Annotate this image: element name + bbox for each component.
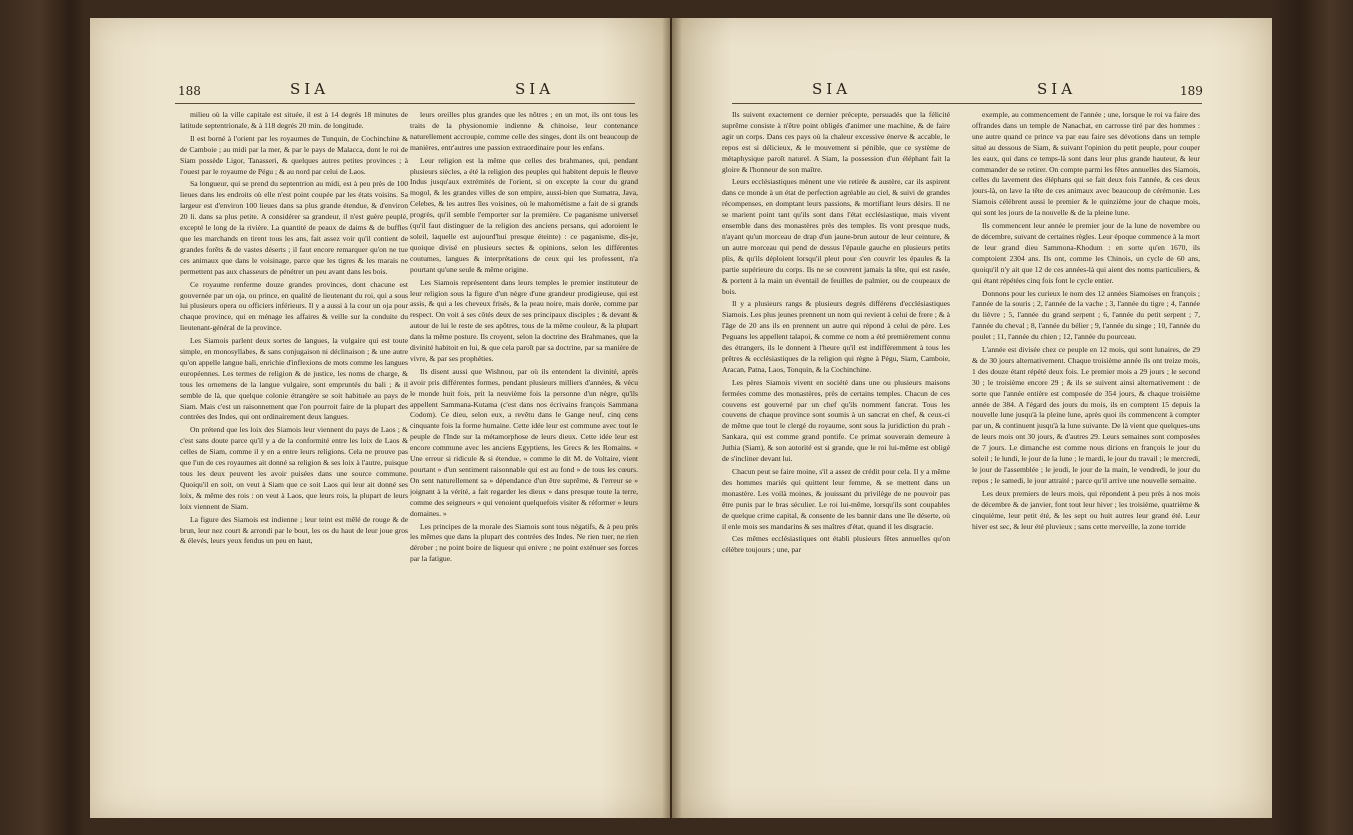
paragraph: Ce royaume renferme douze grandes provinces, dont chacune est gouvernée par un oja, ou prince, en qualité de lieutenant du roi, qui a sous lui plusieurs opera ou officiers inférieurs. Il y a aussi à la cour un oja pour chaque province, qui en ménage les affaires & veille sur la conduite du lieutenant-général de la province. (180, 279, 408, 333)
paragraph: Donnons pour les curieux le nom des 12 années Siamoises en françois ; l'année de la souris ; 2, l'année de la vache ; 3, l'année du tigre ; 4, l'année du lièvre ; 5, l'année du grand serpent ; 6, l'année du petit serpent ; 7, l'année du cheval ; 8, l'année du bélier ; 9, l'année du singe ; 10, l'année du poulet ; 11, l'année du chien ; 12, l'année du pourceau. (972, 288, 1200, 342)
running-header: SIA (515, 80, 555, 98)
text-column (410, 110, 638, 810)
paragraph: leurs oreilles plus grandes que les nôtres ; en un mot, ils ont tous les traits de la physionomie indienne & chinoise, leur contenance naturellement accroupie, comme celle des singes, dont ils ont beaucoup de manières, entr'autres une passion extraordinaire pour les enfans. (410, 110, 638, 152)
paragraph: milieu où la ville capitale est située, il est à 14 degrés 18 minutes de latitude septentrionale, & à 118 degrés 20 min. de longitude. (180, 110, 408, 130)
paragraph: Les Siamois représentent dans leurs temples le premier instituteur de leur religion sous la figure d'un nègre d'une grandeur prodigieuse, qui est assis, & qui a les cheveux frisés, & la peau noire, mais dorée, comme par respect. On voit à ses côtés deux de ses principaux disciples ; & devant & autour de lui le reste de ses apôtres, tous de la même couleur, & la plupart dans la même posture. Ils croyent, selon la doctrine des Brahmanes, que la divinité habitoit en lui, & que cela paroît par sa doctrine, par sa manière de vivre, & par ses prophéties. (410, 277, 638, 363)
paragraph: Les principes de la morale des Siamois sont tous négatifs, & à peu près les mêmes que dans la plupart des contrées des Indes. Ne rien tuer, ne rien dérober ; ne point boire de liqueur qui enivre ; ne point exténuer ses forces par la fatigue. (410, 521, 638, 564)
left-page (90, 18, 670, 818)
running-header: SIA (1037, 80, 1077, 98)
page-number: 189 (1180, 84, 1203, 98)
book-gutter (662, 18, 682, 818)
header-rule (175, 103, 635, 104)
paragraph: Il est borné à l'orient par les royaumes de Tunquin, de Cochinchine & de Camboie ; au midi par la mer, & par le pays de Malacca, dont le roi de Siam possède Ligor, Tanasseri, & quelques autres petites provinces ; à l'ouest par le royaume de Pégu ; & au nord par celui de Laos. (180, 133, 408, 176)
paragraph: Les Siamois parlent deux sortes de langues, la vulgaire qui est toute simple, en monosyllabes, & sans conjugaison ni déclinaison ; & une autre qu'on appelle langue bali, enrichie d'inflexions de mots comme les langues européennes. Les termes de religion & de justice, les noms de charge, & tous les ornemens de la langue vulgaire, sont empruntés du bali ; & il semble de là, que quelque colonie étrangère se soit habituée au pays de Siam. Mais c'est un raisonnement que l'on pourroit faire de la plupart des contrées des Indes, qui ont ordinairement deux langues. (180, 336, 408, 422)
paragraph: Chacun peut se faire moine, s'il a assez de crédit pour cela. Il y a même des hommes mariés qui quittent leur femme, & se mettent dans un monastère. Les voilà moines, & jouissant du privilège de ne pouvoir pas être punis par le bras séculier. Le roi lui-même, lorsqu'ils sont coupables de quelque crime capital, & consente de les bannir dans une île déserte, où il enle mois ses mandarins & ses maîtres d'état, quand il les disgracie. (722, 467, 950, 531)
text-column (180, 110, 408, 810)
running-header: SIA (812, 80, 852, 98)
paragraph: Les deux premiers de leurs mois, qui répondent à peu près à nos mois de décembre & de janvier, font tout leur hiver ; les troisième, quatrième & cinquième, leur petit été, & les sept ou huit autres leur grand été. Leur hiver est sec, & leur été pluvieux ; sans cette merveille, la zone torride (972, 488, 1200, 531)
paragraph: On prétend que les loix des Siamois leur viennent du pays de Laos ; & c'est sans doute parce qu'il y a de la conformité entre les loix de Laos & celles de Siam, comme il y en a entre leurs religions. Cela ne prouve pas que l'un de ces royaumes ait donné sa religion & ses loix à l'autre, puisque tous les deux peuvent les avoir puisées dans une source commune. Quoiqu'il en soit, on veut à Siam que ce soit Laos qui leur ait donné ses loix, & même des rois : on veut à Laos, que leurs rois, la plupart de leurs loix viennent de Siam. (180, 425, 408, 511)
header-rule (732, 103, 1202, 104)
paragraph: Ils suivent exactement ce dernier précepte, persuadés que la félicité suprême consiste à n'être point obligés d'animer une machine, & de faire agir un corps. Dans ces pays où la chaleur excessive énerve & accable, le repos est si délicieux, & le mouvement si pénible, que ce système de métaphysique paroît naturel. A Siam, la possession d'un éléphant fait la gloire & l'honneur de son maître. (722, 110, 950, 174)
paragraph: Les pères Siamois vivent en société dans une ou plusieurs maisons fermées comme des monastères, près de certains temples. Chacun de ces couvens est gouverné par un chef qu'ils nomment fancrat. Tous les couvens de chaque province sont soumis à un sancrat en chef, & ceux-ci de même que tout le clergé du royaume, sont sous la juridiction du prah - Sankara, qui est comme grand pontife. Ce primat souverain demeure à Juthia (Siam), & son autorité est si grande, que le roi lui-même est obligé de s'incliner devant lui. (722, 377, 950, 464)
running-header: SIA (290, 80, 330, 98)
paragraph: L'année est divisée chez ce peuple en 12 mois, qui sont lunaires, de 29 & de 30 jours alternativement. Chaque troisième année ils ont treize mois, 1 des douze étant répété deux fois. Le premier mois a 29 jours ; le second 30 ; le troisième encore 29 ; & ils se suivent ainsi alternativement : de sorte que l'année entière est composée de 354 jours, & chaque troisième année de 384. A l'égard des jours du mois, ils en comptent 15 depuis la nouvelle lune jusqu'à la pleine lune, après quoi ils commencent à compter par un, & continuent jusqu'à la lune suivante. De là vient que quelques-uns de leurs mois ont 30 jours, & d'autres 29. Leurs semaines sont composées de 7 jours. Le dimanche est comme nous dirions en françois le jour du soleil ; le lundi, le jour de la lune ; le mardi, le jour du travail ; le mercredi, le jour de l'assemblée ; le jeudi, le jour de la main, le vendredi, le jour du repos ; le samedi, le jour attraité ; parce qu'il arrive une nouvelle semaine. (972, 345, 1200, 485)
right-page (672, 18, 1272, 818)
text-column (722, 110, 950, 810)
paragraph: Ils disent aussi que Wishnou, par où ils entendent la divinité, après avoir pris différentes formes, pendant plusieurs milliers d'années, & vécu le monde huit fois, prit la neuvième fois la personne d'un nègre, qu'ils appellent Sammana-Kutama (c'est dans nos écrivains françois Sammana Codom). Ce dieu, selon eux, a revêtu dans le Gange neuf, cinq cens cinquante fois la forme humaine. Cette idée leur est commune avec tout le peuple de l'Inde sur la métamorphose de leurs dieux. Cette idée leur est encore commune avec les anciens Egyptiens, les Grecs & les Romains. « Une erreur si ridicule & si étendue, » comme le dit M. de Voltaire, vient pourtant » d'un sentiment raisonnable qui est au fond » de tous les cœurs. On sent naturellement sa » dépendance d'un être suprême, & l'erreur se » joignant à la vérité, a fait regarder les dieux » dans presque toute la terre, comme des seigneurs » qui venoient quelquefois visiter & réformer » leurs domaines. » (410, 366, 638, 518)
paragraph: Leurs ecclésiastiques mènent une vie retirée & austère, car ils aspirent dans ce monde à un état de perfection agréable au ciel, & suivi de grandes récompenses, en domptant leurs passions, & mortifiant leurs désirs. Il ne se marient point tant qu'ils sont dans l'état ecclésiastique, mais vivent ensemble dans des monastères près des temples. Ils vont presque nuds, n'ayant qu'un morceau de drap d'un jaune-brun autour de leur ceinture, & un autre morceau qui pend de dessus l'épaule gauche en plusieurs petits plis, & qu'ils déploient lorsqu'il pleut pour s'en couvrir les épaules & la partie supérieure du corps. Ils ne se couvrent jamais la tête, qui est rasée, & portent à la main un éventail de feuilles de palmier, ou de coupeaux de bois. (722, 177, 950, 296)
text-column (972, 110, 1200, 810)
paragraph: Ils commencent leur année le premier jour de la lune de novembre ou de décembre, suivant de certaines règles. Leur époque commence à la mort de leur grand dieu Sammona-Khodum : en sorte qu'en 1670, ils comptoient 2304 ans. Ils ont, comme les Chinois, un cycle de 60 ans, quoiqu'il n'y ait que 12 de ces années-là qui aient des noms particuliers, & qui étant répétées cinq fois font le cycle entier. (972, 221, 1200, 285)
paragraph: Sa longueur, qui se prend du septentrion au midi, est à peu près de 100 lieues dans les endroits où elle n'est point coupée par les états voisins. Sa largeur est d'environ 100 lieues dans sa plus grande étendue, & d'environ 20 li. dans sa plus petite. A considérer sa grandeur, il n'est guère peuplé, excepté le long de la rivière. La quantité de peaux de daims & de buffles que les marchands en tirent tous les ans, fait assez voir qu'il contient de grandes forêts & de vastes déserts ; il faut encore remarquer qu'on ne tue ces animaux que dans le voisinage, parce que les tigres & les marais ne permettent pas aux chasseurs de pénétrer un peu avant dans les bois. (180, 179, 408, 276)
paragraph: Ces mêmes ecclésiastiques ont établi plusieurs fêtes annuelles qu'on célèbre toujours ; une, par (722, 534, 950, 555)
paragraph: La figure des Siamois est indienne ; leur teint est mêlé de rouge & de brun, leur nez court & arrondi par le bout, les os du haut de leur joue gros & élevés, leurs yeux fendus un peu en haut, (180, 514, 408, 546)
paragraph: Leur religion est la même que celles des brahmanes, qui, pendant plusieurs siècles, a été la religion des peuples qui habitent depuis le fleuve Indus jusqu'aux extrémités de l'orient, si on excepte la cour du grand mogol, & les grandes villes de son empire, aussi-bien que Sumatra, Java, Celebes, & les autres îles voisines, où le mahométisme a fait de si grands progrès, qu'il semble l'emporter sur la première. Ce paganisme universel (qu'il faut distinguer de la religion des anciens persans, qui adoroient le soleil, laquelle est aujourd'hui presque éteinte) : ce paganisme, dis-je, quoique divisé en plusieurs sectes & opinions, selon les différentes coutumes, langues & interprétations de ceux qui les professent, n'a pourtant qu'une seule & même origine. (410, 155, 638, 274)
page-number: 188 (178, 84, 201, 98)
paragraph: Il y a plusieurs rangs & plusieurs degrés différens d'ecclésiastiques Siamois. Les plus jeunes prennent un nom qui revient à celui de frere ; & à l'âge de 20 ans ils en prennent un autre qui répond à celui de père. Les Peguans les appellent talapoi, & comme ce nom a été premièrement connu des étrangers, ils le donnent à l'heure qu'il est indifféremment à tous les prêtres & ecclésiastiques de la religion qui règne à Pégu, Siam, Camboie, Aracan, Patna, Laos, Tonquin, & la Cochinchine. (722, 299, 950, 374)
paragraph: exemple, au commencement de l'année ; une, lorsque le roi va faire des offrandes dans un temple de Nanachat, en carrosse tiré par des hommes : une autre quand ce prince va par eau faire ses dévotions dans un temple situé au dessous de Siam, & suivant l'opinion du petit peuple, pour couper les eaux, qui dans ce temps-là sont dans leur plus grande hauteur, & leur commander de se retirer. On compte parmi les fêtes annuelles des Siamois, celles du lavement des éléphans qui se fait deux fois l'année, & ces deux jours-là, on lave la tête de ces animaux avec beaucoup de cérémonie. Les Siamois célèbrent aussi le premier & le quinzième jour de chaque mois, qui sont les jours de la nouvelle & de la pleine lune. (972, 110, 1200, 218)
